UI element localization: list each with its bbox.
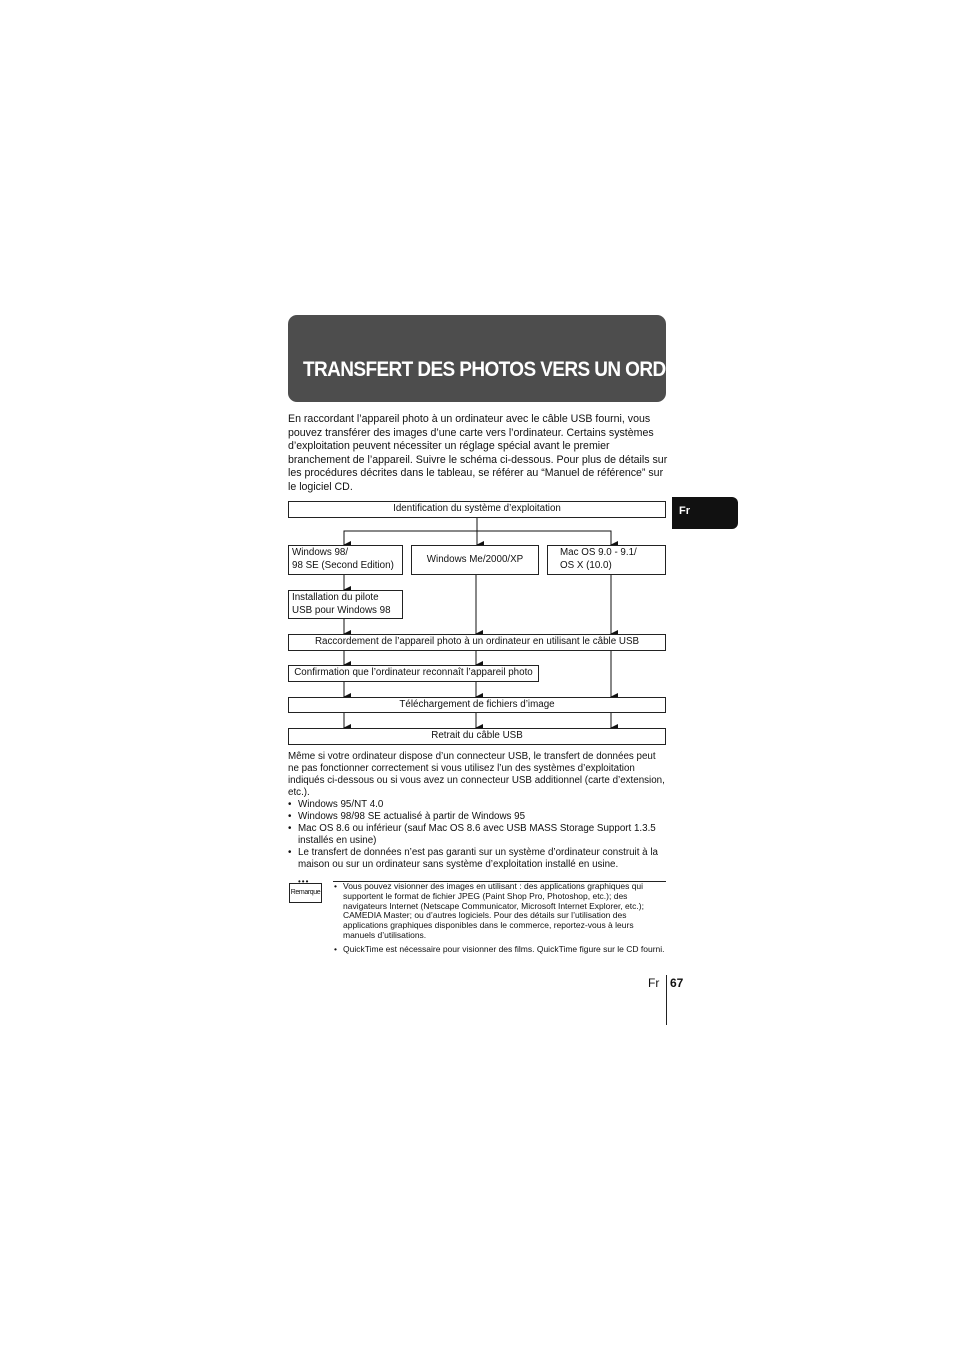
note-item: • Vous pouvez visionner des images en utilisant : des applications graphiques qui supportent le format de fichier JPEG (Paint Shop Pro, Photoshop, etc.); des navigateurs Internet (Netscape Communicator, Microsoft Internet Explorer, etc.); CAMEDIA Master; ou d’autres logiciels. Pour des détails sur l’utilisation des applications graphiques disponibles dans le commerce, reportez-vous à leurs manuels d’utilisations. xyxy=(333,882,666,941)
box-windows-98-line1: Windows 98/ xyxy=(292,547,349,558)
footer-divider xyxy=(666,975,667,1025)
box-confirm: Confirmation que l’ordinateur reconnaît l’appareil photo xyxy=(288,665,539,682)
language-tab: Fr xyxy=(672,497,738,529)
box-connect: Raccordement de l’appareil photo à un ordinateur en utilisant le câble USB xyxy=(288,634,666,651)
box-remove-cable: Retrait du câble USB xyxy=(288,728,666,745)
note-icon: Remarque xyxy=(289,883,322,903)
page-number: 67 xyxy=(670,976,684,990)
intro-paragraph: En raccordant l’appareil photo à un ordinateur avec le câble USB fourni, vous pouvez transférer des images d’une carte vers l’ordinateur. Certains systèmes d’exploitation peuvent nécessiter un réglage spécial avant le premier branchement de l’appareil. Suivre le schéma ci-dessous. Pour plus de détails sur les procédures décrites dans le tableau, se référer au “Manuel de référence” sur le logiciel CD. xyxy=(288,413,668,493)
warning-paragraph: Même si votre ordinateur dispose d’un connecteur USB, le transfert de données peut ne pas fonctionner correctement si vous utilisez l’un des systèmes d’exploitation indiqués ci-dessous ou si vous avez un connecteur USB additionnel (carte d’extension, etc.). xyxy=(288,751,665,798)
box-download: Téléchargement de fichiers d’image xyxy=(288,697,666,713)
list-item: • Le transfert de données n’est pas garanti sur un système d’ordinateur construit à la maison ou sur un ordinateur sans système d’exploitation installé en usine. xyxy=(288,847,668,871)
list-item: • Mac OS 8.6 ou inférieur (sauf Mac OS 8.6 avec USB MASS Storage Support 1.3.5 installés en usine) xyxy=(288,823,668,847)
list-item: • Windows 98/98 SE actualisé à partir de Windows 95 xyxy=(288,811,668,823)
box-identification: Identification du système d’exploitation xyxy=(288,501,666,518)
box-windows-98 xyxy=(288,545,403,575)
box-driver-line1: Installation du pilote xyxy=(292,592,379,603)
box-driver-line2: USB pour Windows 98 xyxy=(292,605,391,616)
notes-list xyxy=(333,882,666,959)
box-mac-os xyxy=(547,545,666,575)
list-item: • Windows 95/NT 4.0 xyxy=(288,799,668,811)
box-driver-install xyxy=(288,590,403,619)
box-windows-me: Windows Me/2000/XP xyxy=(411,545,539,575)
footer-language: Fr xyxy=(648,976,660,990)
box-mac-os-line2: OS X (10.0) xyxy=(560,560,612,571)
box-windows-98-line2: 98 SE (Second Edition) xyxy=(292,560,394,571)
note-item: • QuickTime est nécessaire pour visionner des films. QuickTime figure sur le CD fourni. xyxy=(333,945,666,955)
os-list xyxy=(288,799,668,871)
note-dots-icon: ••• xyxy=(298,877,310,886)
page-title: TRANSFERT DES PHOTOS VERS UN ORDINATEUR xyxy=(303,358,745,382)
box-mac-os-line1: Mac OS 9.0 - 9.1/ xyxy=(560,547,637,558)
